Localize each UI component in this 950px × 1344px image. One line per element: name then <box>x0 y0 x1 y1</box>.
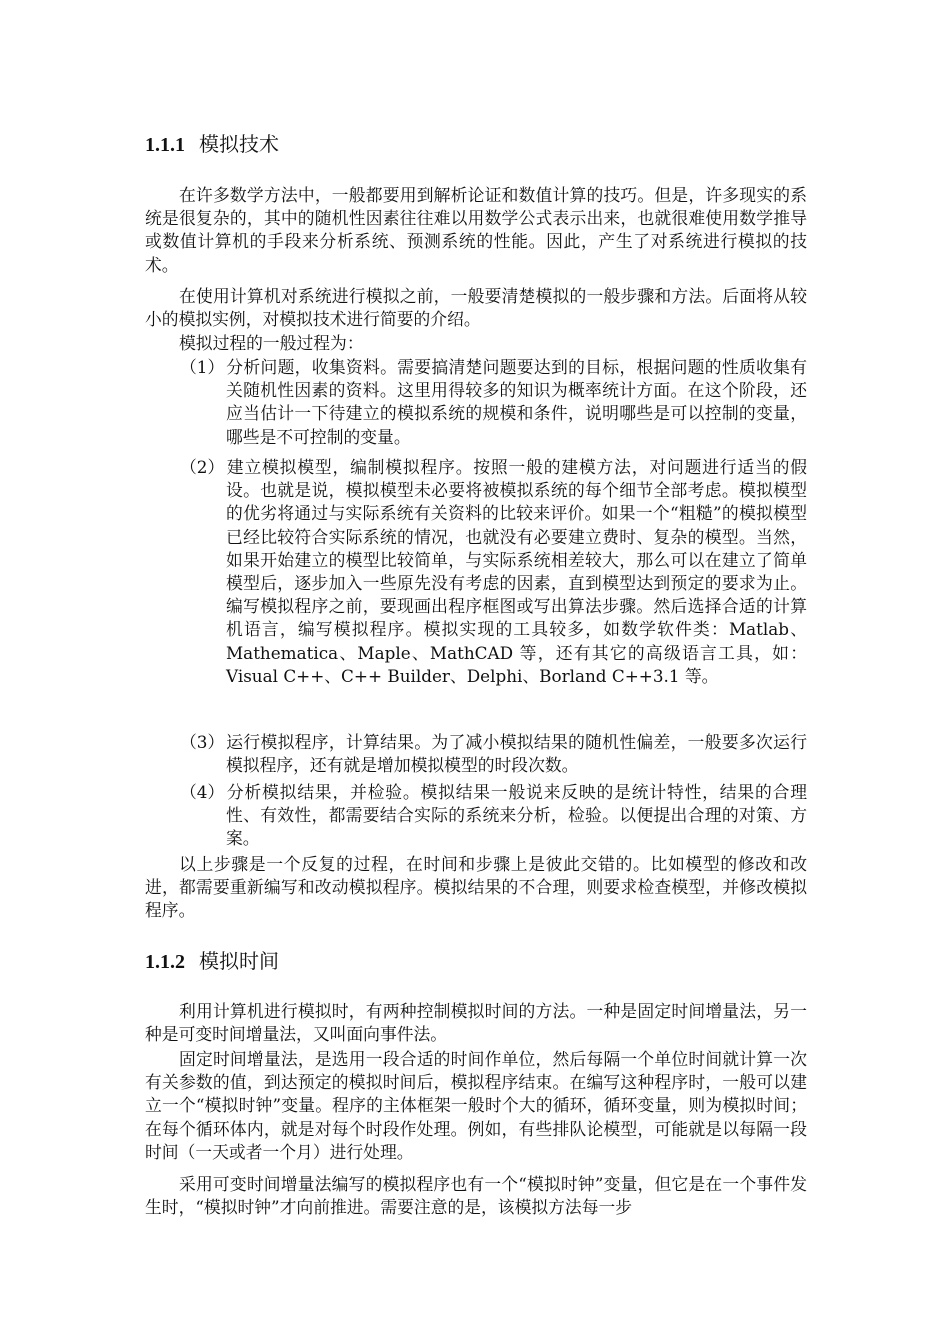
paragraph-closing: 以上步骤是一个反复的过程，在时间和步骤上是彼此交错的。比如模型的修改和改进，都需要重新编写和改动模拟程序。模拟结果的不合理，则要求检查模型，并修改模拟程序。 <box>145 854 807 921</box>
step-marker: （3） <box>180 732 225 752</box>
list-item-step-4 <box>180 781 807 851</box>
section-title: 模拟技术 <box>199 132 279 156</box>
paragraph-intro: 在许多数学方法中，一般都要用到解析论证和数值计算的技巧。但是，许多现实的系统是很复杂的，其中的随机性因素往往难以用数学公式表示出来，也就很难使用数学推导或数值计算机的手段来分析系统、预测系统的性能。因此，产生了对系统进行模拟的技术。 <box>145 185 807 275</box>
list-item-step-1 <box>180 356 807 449</box>
step-text: 分析模拟结果，并检验。模拟结果一般说来反映的是统计特性，结果的合理性、有效性，都需要结合实际的系统来分析，检验。以便提出合理的对策、方案。 <box>226 782 807 849</box>
step-marker: （2） <box>180 457 225 477</box>
section-number: 1.1.1 <box>145 134 185 156</box>
paragraph-time-methods: 利用计算机进行模拟时，有两种控制模拟时间的方法。一种是固定时间增量法，另一种是可变时间增量法，又叫面向事件法。 <box>145 1001 807 1045</box>
section-heading-1-1-1 <box>145 132 279 157</box>
step-text: 运行模拟程序，计算结果。为了减小模拟结果的随机性偏差，一般要多次运行模拟程序，还有就是增加模拟模型的时段次数。 <box>226 732 807 776</box>
list-item-step-3 <box>180 731 807 777</box>
paragraph-process-lead: 模拟过程的一般过程为： <box>179 333 364 353</box>
step-marker: （4） <box>180 782 225 802</box>
paragraph-before-simulation: 在使用计算机对系统进行模拟之前，一般要清楚模拟的一般步骤和方法。后面将从较小的模拟实例，对模拟技术进行简要的介绍。 <box>145 286 807 330</box>
paragraph-variable-increment: 采用可变时间增量法编写的模拟程序也有一个“模拟时钟”变量，但它是在一个事件发生时，“模拟时钟”才向前推进。需要注意的是，该模拟方法每一步 <box>145 1174 807 1218</box>
list-item-step-2 <box>180 456 807 688</box>
step-marker: （1） <box>180 357 225 377</box>
section-title: 模拟时间 <box>199 949 279 973</box>
section-number: 1.1.2 <box>145 951 185 973</box>
paragraph-fixed-increment: 固定时间增量法，是选用一段合适的时间作单位，然后每隔一个单位时间就计算一次有关参数的值，到达预定的模拟时间后，模拟程序结束。在编写这种程序时，一般可以建立一个“模拟时钟”变量。程序的主体框架一般时个大的循环，循环变量，则为模拟时间；在每个循环体内，就是对每个时段作处理。例如，有些排队论模型，可能就是以每隔一段时间（一天或者一个月）进行处理。 <box>145 1049 807 1162</box>
section-heading-1-1-2 <box>145 949 279 974</box>
step-text: 分析问题，收集资料。需要搞清楚问题要达到的目标，根据问题的性质收集有关随机性因素的资料。这里用得较多的知识为概率统计方面。在这个阶段，还应当估计一下待建立的模拟系统的规模和条件，说明哪些是可以控制的变量，哪些是不可控制的变量。 <box>226 357 807 447</box>
step-text: 建立模拟模型，编制模拟程序。按照一般的建模方法，对问题进行适当的假设。也就是说，模拟模型未必要将被模拟系统的每个细节全部考虑。模拟模型的优劣将通过与实际系统有关资料的比较来评价。如果一个“粗糙”的模拟模型已经比较符合实际系统的情况，也就没有必要建立费时、复杂的模型。当然，如果开始建立的模型比较简单，与实际系统相差较大，那么可以在建立了简单模型后，逐步加入一些原先没有考虑的因素，直到模型达到预定的要求为止。编写模拟程序之前，要现画出程序框图或写出算法步骤。然后选择合适的计算机语言，编写模拟程序。模拟实现的工具较多，如数学软件类：Matlab、Mathematica、Maple、MathCAD 等，还有其它的高级语言工具，如：Visual C++、C++ Builder、Delphi、Borland C++3.1 等。 <box>226 457 807 686</box>
